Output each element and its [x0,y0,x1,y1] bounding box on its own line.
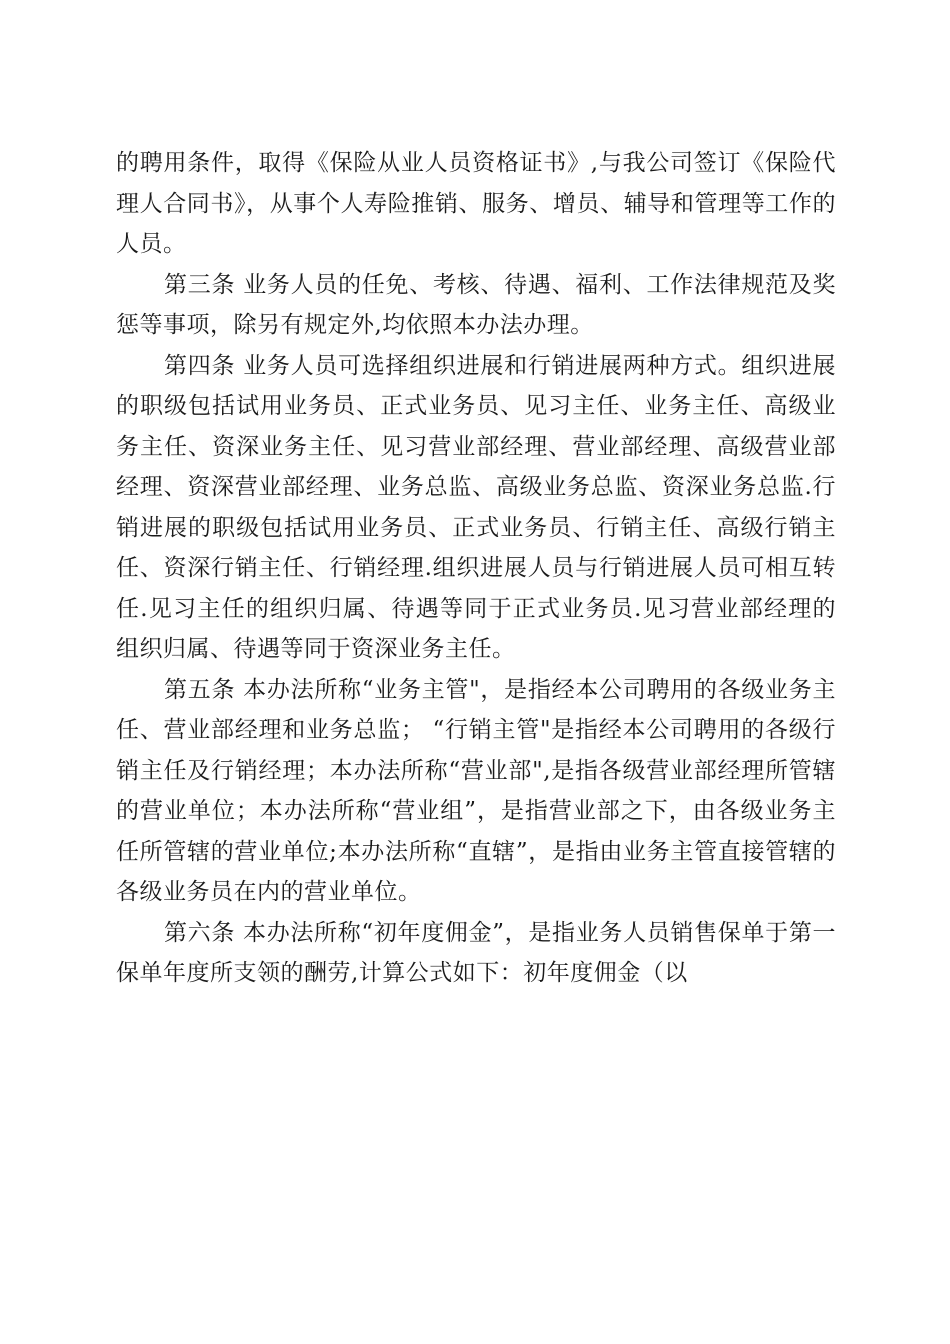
paragraph-article-3: 第三条 业务人员的任免、考核、待遇、福利、工作法律规范及奖惩等事项，除另有规定外,均依照本办法办理。 [116,271,836,338]
paragraph-article-5: 第五条 本办法所称“业务主管"，是指经本公司聘用的各级业务主任、营业部经理和业务总监； “行销主管"是指经本公司聘用的各级行销主任及行销经理；本办法所称“营业部",是指各级营业部经理所管辖的营业单位；本办法所称“营业组”，是指营业部之下，由各级业务主任所管辖的营业单位;本办法所称“直辖”，是指由业务主管直接管辖的各级业务员在内的营业单位。 [116,676,836,905]
paragraph-continuation: 的聘用条件，取得《保险从业人员资格证书》,与我公司签订《保险代理人合同书》，从事个人寿险推销、服务、增员、辅导和管理等工作的人员。 [116,150,836,257]
paragraph-article-4: 第四条 业务人员可选择组织进展和行销进展两种方式。组织进展的职级包括试用业务员、正式业务员、见习主任、业务主任、高级业务主任、资深业务主任、见习营业部经理、营业部经理、高级营业部经理、资深营业部经理、业务总监、高级业务总监、资深业务总监.行销进展的职级包括试用业务员、正式业务员、行销主任、高级行销主任、资深行销主任、行销经理.组织进展人员与行销进展人员可相互转任.见习主任的组织归属、待遇等同于正式业务员.见习营业部经理的组织归属、待遇等同于资深业务主任。 [116,352,836,662]
document-body [116,143,836,994]
paragraph-article-6: 第六条 本办法所称“初年度佣金”，是指业务人员销售保单于第一保单年度所支领的酬劳,计算公式如下：初年度佣金（以 [116,919,836,986]
